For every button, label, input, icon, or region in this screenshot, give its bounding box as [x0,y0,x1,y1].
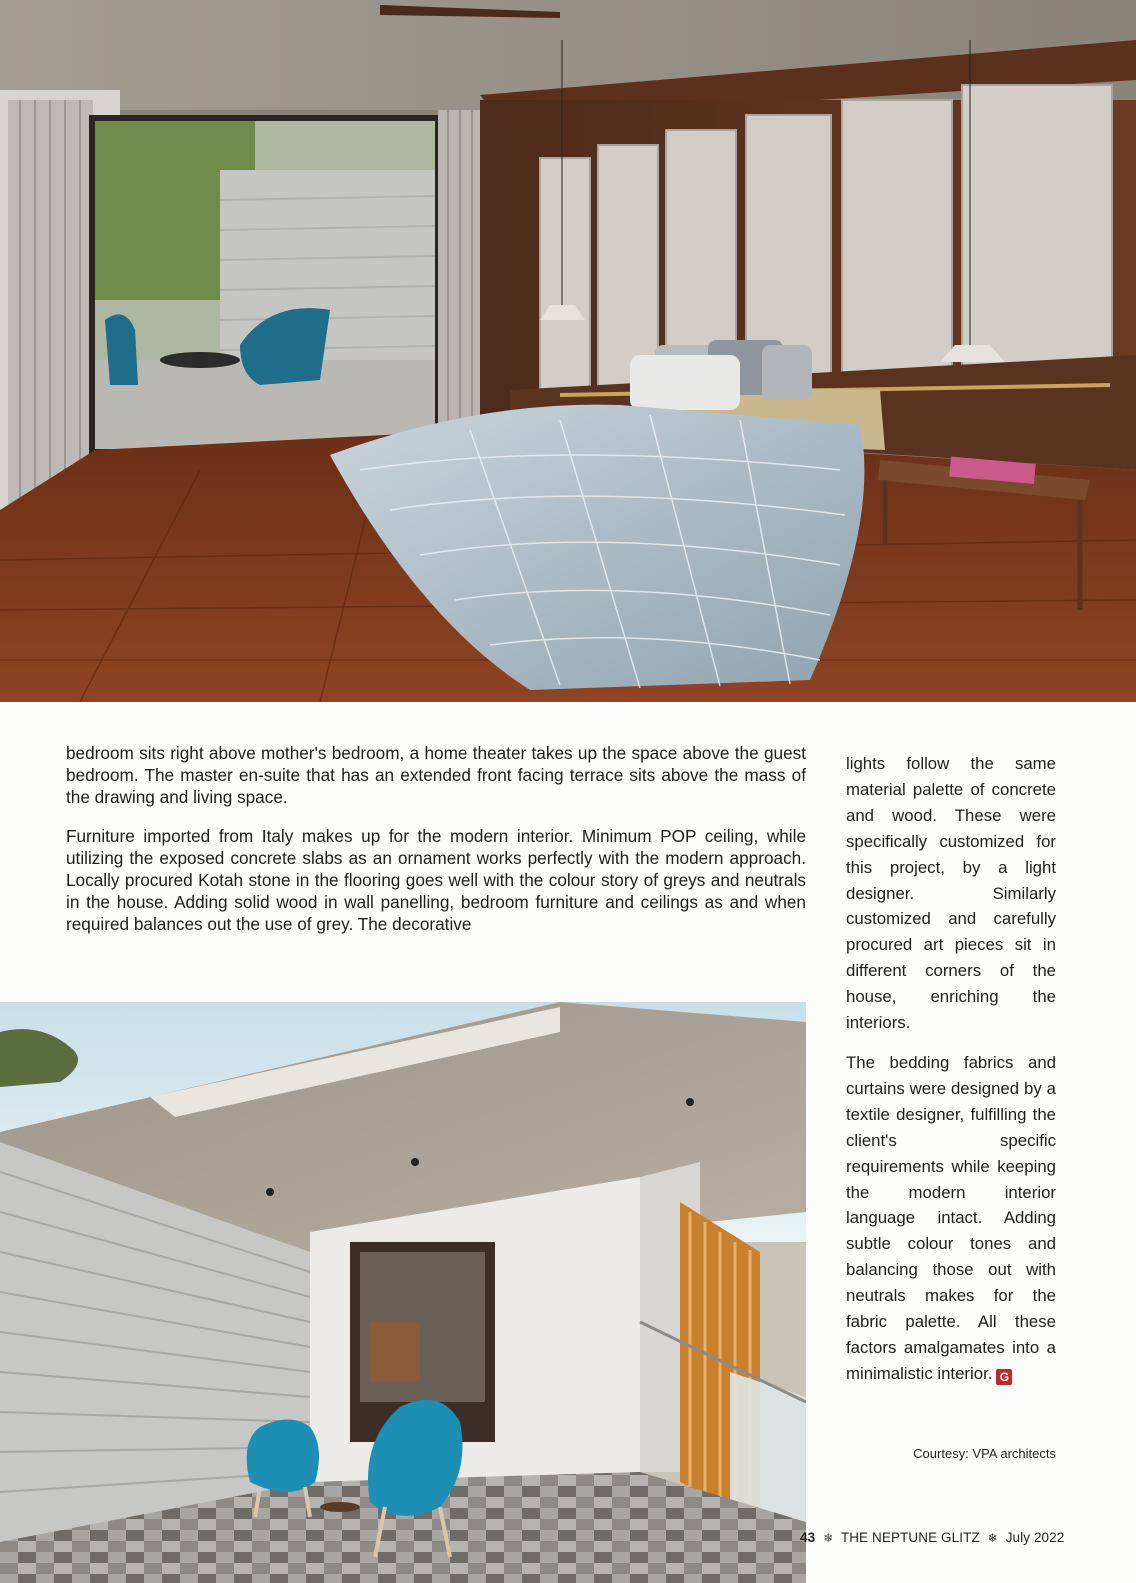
bedroom-illustration [0,0,1136,702]
article-side-column [846,751,1056,1401]
side-paragraph-2-text: The bedding fabrics and curtains were designed by a textile designer, fulfilling the client's specific requirements while keeping the modern interior language intact. Adding subtle colour tones and balancing those out with neutrals makes for the fabric palette. All these factors amalgamates into a minimalistic interior. [846,1052,1056,1383]
side-paragraph-2 [846,1050,1056,1387]
article-main-column [66,742,806,952]
page-footer [800,1530,1065,1545]
bedroom-photo [0,0,1136,702]
photo-courtesy: Courtesy: VPA architects [913,1446,1056,1461]
terrace-illustration [0,1002,806,1583]
main-paragraph-2: Furniture imported from Italy makes up for the modern interior. Minimum POP ceiling, while utilizing the exposed concrete slabs as an ornament works perfectly with the modern approach. Locally procured Kotah stone in the flooring goes well with the colour story of greys and neutrals in the house. Adding solid wood in wall panelling, bedroom furniture and ceilings as and when required balances out the use of grey. The decorative [66,825,806,935]
snowflake-icon: ❄ [987,1531,998,1545]
end-mark-icon: G [996,1369,1012,1385]
magazine-title: THE NEPTUNE GLITZ [840,1530,980,1545]
side-paragraph-1: lights follow the same material palette of concrete and wood. These were specifically customized for this project, by a light designer. Similarly customized and carefully procured art pieces sit in different corners of the house, enriching the interiors. [846,754,1056,1033]
main-paragraph-1: bedroom sits right above mother's bedroom, a home theater takes up the space above the guest bedroom. The master en-suite that has an extended front facing terrace sits above the mass of the drawing and living space. [66,743,806,808]
snowflake-icon: ❄ [823,1531,834,1545]
terrace-photo [0,1002,806,1583]
page-number: 43 [800,1530,816,1545]
issue-date: July 2022 [1005,1530,1065,1545]
